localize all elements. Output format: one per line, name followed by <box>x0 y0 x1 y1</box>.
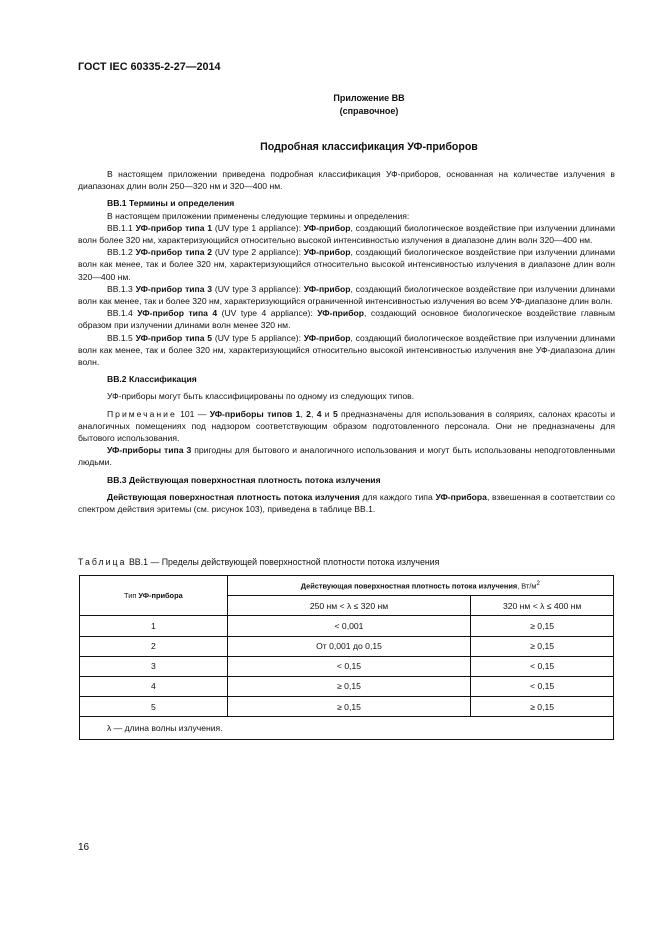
header-irradiance: Действующая поверхностная плотность потока излучения, $Вт/м^2$ <box>227 576 613 596</box>
classification-paragraph: УФ-приборы могут быть классифицированы по одному из следующих типов. <box>107 391 415 402</box>
cell-range-2: < 0,15 <box>471 656 614 676</box>
subheader-range-2: 320 нм < λ ≤ 400 нм <box>471 596 614 616</box>
cell-type: 5 <box>80 697 228 717</box>
annex-kind: (справочное) <box>339 106 399 116</box>
cell-range-2: ≥ 0,15 <box>471 616 614 636</box>
table-header-row <box>80 576 614 596</box>
cell-type: 4 <box>80 676 228 696</box>
section-heading-bb3: ВВ.3 Действующая поверхностная плотность потока излучения <box>107 474 381 485</box>
table-row <box>80 656 614 676</box>
cell-range-1: ≥ 0,15 <box>227 676 471 696</box>
cell-range-2: ≥ 0,15 <box>471 636 614 656</box>
cell-type: 2 <box>80 636 228 656</box>
header-appliance-type: Тип УФ-прибора <box>80 576 228 616</box>
table-row <box>80 616 614 636</box>
page-title: Подробная классификация УФ-приборов <box>260 141 478 153</box>
cell-range-1: От 0,001 до 0,15 <box>227 636 471 656</box>
subheader-range-1: 250 нм < λ ≤ 320 нм <box>227 596 471 616</box>
table-note: λ — длина волны излучения. <box>80 717 614 740</box>
table-row <box>80 697 614 717</box>
section-heading-bb2: ВВ.2 Классификация <box>107 374 197 385</box>
cell-type: 1 <box>80 616 228 636</box>
cell-range-2: < 0,15 <box>471 676 614 696</box>
table-note-row <box>80 717 614 740</box>
table-row <box>80 636 614 656</box>
body-text <box>78 168 615 515</box>
definition-item: ВВ.1.5 УФ-прибор типа 5 (UV type 5 appliance): УФ-прибор, создающий биологическое воздействие при излучении длинами волн как менее, так и более 320 нм, характеризующийся относительно высокой интенсивностью излучения вне УФ-диапазона длин волн. <box>78 332 615 368</box>
cell-range-1: < 0,001 <box>227 616 471 636</box>
cell-range-1: ≥ 0,15 <box>227 697 471 717</box>
standard-designation: ГОСТ IEC 60335-2-27—2014 <box>78 61 221 73</box>
definition-item: ВВ.1.3 УФ-прибор типа 3 (UV type 3 appliance): УФ-прибор, создающий биологическое воздействие при излучении длинами волн как менее, так и более 320 нм, характеризующийся ограниченной интенсивностью излучения во всем УФ-диапазоне длин волн. <box>78 283 615 307</box>
cell-type: 3 <box>80 656 228 676</box>
definition-item: ВВ.1.4 УФ-прибор типа 4 (UV type 4 appliance): УФ-прибор, создающий основное биологическое воздействие главным образом при излучении длинами волн менее 320 нм. <box>78 308 615 331</box>
page-number: 16 <box>78 842 90 853</box>
table-row <box>80 676 614 696</box>
type3-paragraph: УФ-приборы типа 3 пригодны для бытового и аналогичного использования и могут быть использованы неподготовленными людьми. <box>78 445 615 468</box>
definition-item: ВВ.1.1 УФ-прибор типа 1 (UV type 1 appliance): УФ-прибор, создающий биологическое воздействие при излучении длинами волн более 320 нм, характеризующийся относительно высокой интенсивностью излучения в диапазоне длин волн 320—400 нм. <box>78 222 615 246</box>
limits-table <box>79 575 614 740</box>
section-lead: В настоящем приложении применены следующие термины и определения: <box>107 210 410 221</box>
table-caption: Таблица ВВ.1 — Пределы действующей поверхностной плотности потока излучения <box>78 557 440 567</box>
irradiance-paragraph: Действующая поверхностная плотность потока излучения для каждого типа УФ-прибора, взвешенная в соответствии со спектром действия эритемы (см. рисунок 103), приведена в таблице ВВ.1. <box>78 491 615 515</box>
note-paragraph: Примечание 101 — УФ-приборы типов 1, 2, 4 и 5 предназначены для использования в соляриях, салонах красоты и аналогичных помещениях под надзором соответствующим образом подготовленного персонала. Они не предназначены для бытового использования. <box>78 408 616 444</box>
cell-range-2: ≥ 0,15 <box>471 697 614 717</box>
section-heading-bb1: ВВ.1 Термины и определения <box>107 198 235 209</box>
intro-paragraph: В настоящем приложении приведена подробная классификация УФ-приборов, основанная на количестве излучения в диапазонах длин волн 250—320 нм и 320—400 нм. <box>78 169 615 192</box>
definition-item: ВВ.1.2 УФ-прибор типа 2 (UV type 2 appliance): УФ-прибор, создающий биологическое воздействие при излучении длинами волн как менее, так и более 320 нм, характеризующийся относительно высокой интенсивностью излучения в диапазоне длин волн 320—400 нм. <box>78 247 615 282</box>
annex-name: Приложение ВВ <box>333 93 405 103</box>
cell-range-1: < 0,15 <box>227 656 471 676</box>
